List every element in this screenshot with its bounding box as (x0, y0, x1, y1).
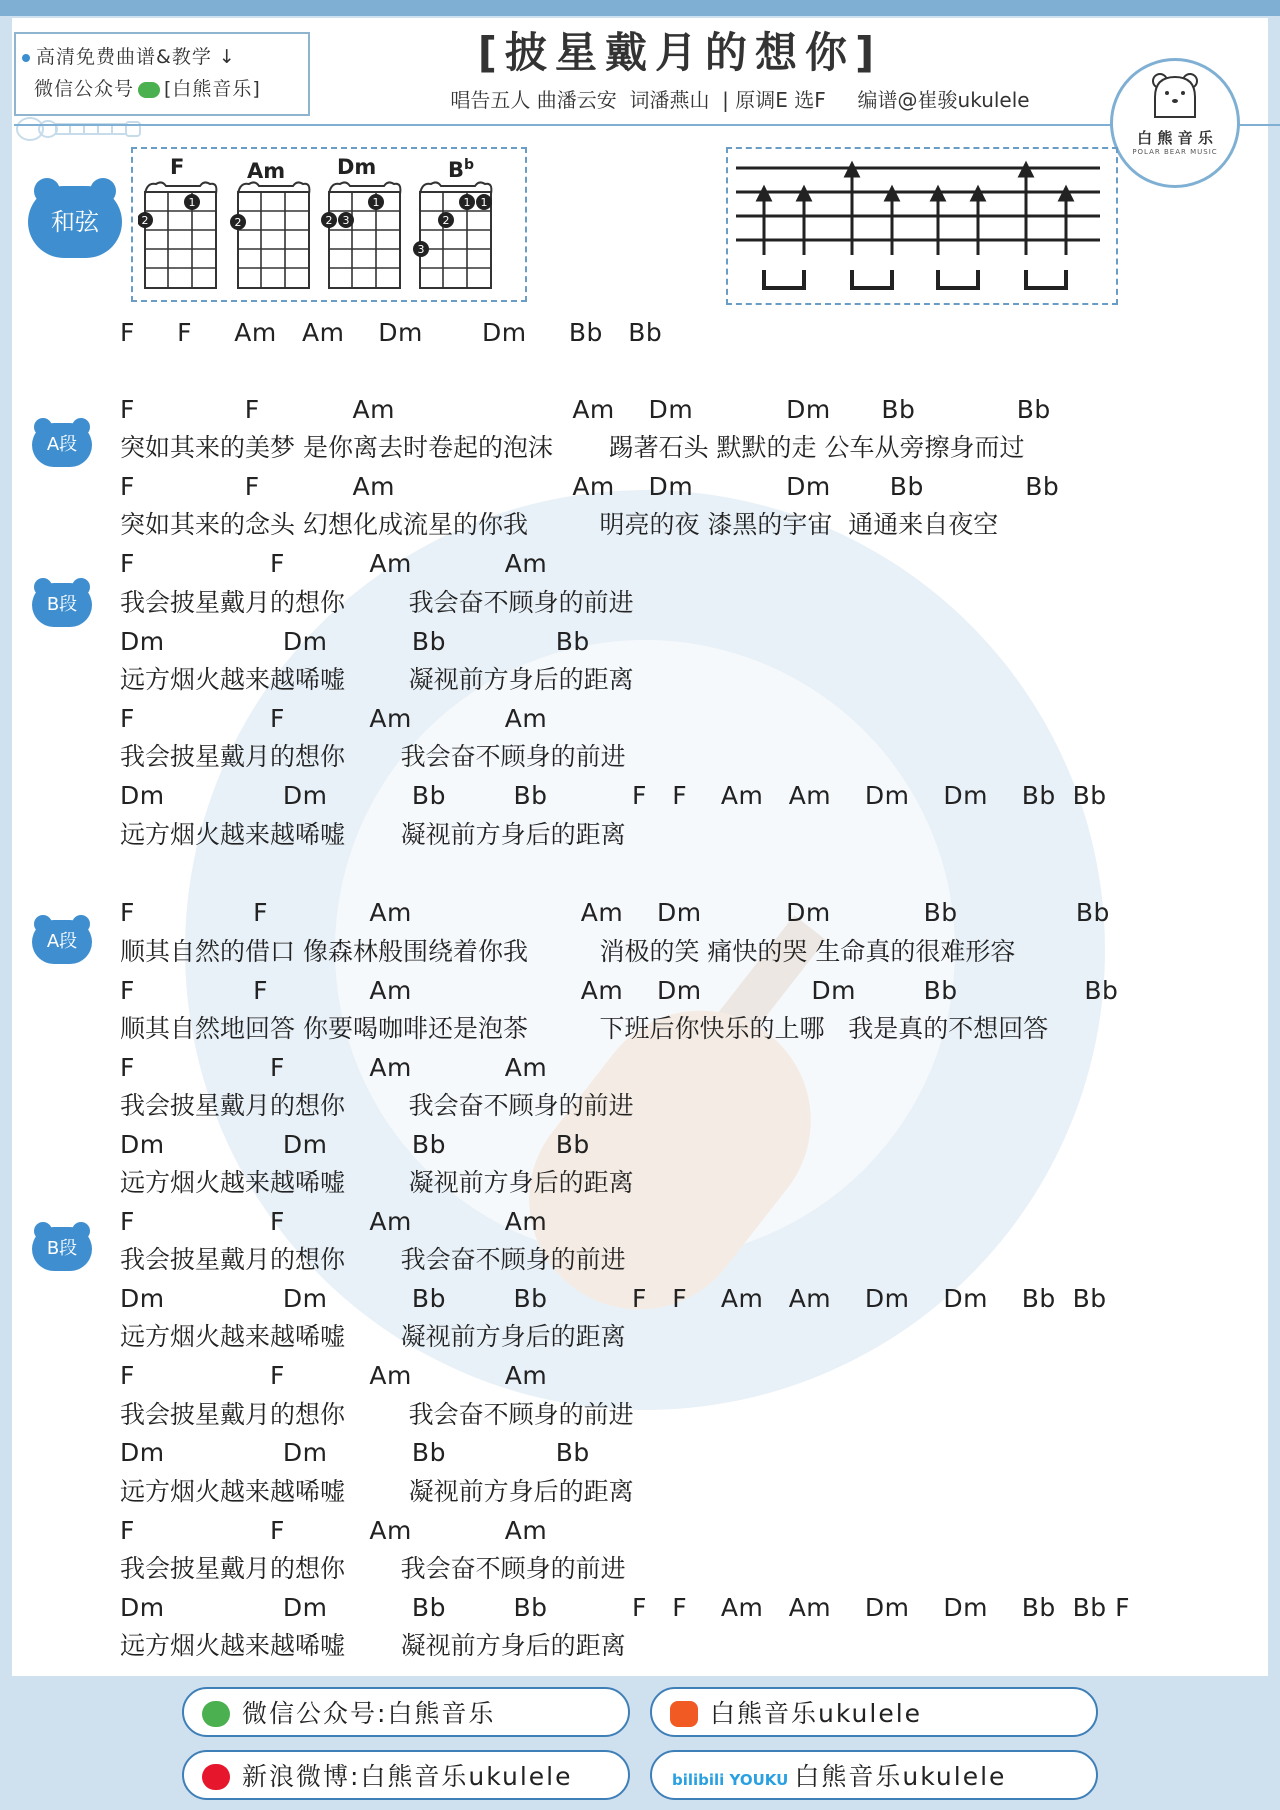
lyric-line: 我会披星戴月的想你 我会奋不顾身的前进 (120, 588, 634, 617)
chord-line: F F Am Am (120, 1516, 548, 1545)
lyric-line: 顺其自然的借口 像森林般围绕着你我 消极的笑 痛快的哭 生命真的很难形容 (120, 937, 1016, 966)
promo-wechat-label: 微信公众号 (34, 78, 135, 100)
chord-name-bb-root: B (448, 158, 465, 182)
svg-text:2: 2 (234, 216, 242, 229)
lyric-line: 我会披星戴月的想你 我会奋不顾身的前进 (120, 1245, 626, 1274)
promo-line-1 (22, 42, 236, 69)
lyric-line: 我会披星戴月的想你 我会奋不顾身的前进 (120, 1400, 634, 1429)
svg-text:1: 1 (372, 196, 380, 209)
lyric-line: 远方烟火越来越唏嘘 凝视前方身后的距离 (120, 665, 634, 694)
chord-name-am: Am (247, 159, 286, 183)
chord-line: F F Am Am Dm Dm Bb Bb (120, 472, 1060, 501)
wechat-icon (138, 82, 160, 98)
lyric-line: 顺其自然地回答 你要喝咖啡还是泡茶 下班后你快乐的上哪 我是真的不想回答 (120, 1014, 1049, 1043)
svg-text:2: 2 (325, 214, 333, 227)
bullet-icon (22, 54, 30, 62)
top-bar (0, 0, 1280, 16)
section-a-label-1: A段 (32, 423, 92, 467)
lyric-line: 远方烟火越来越唏嘘 凝视前方身后的距离 (120, 1168, 634, 1197)
svg-text:1: 1 (463, 196, 471, 209)
footer-wechat (182, 1687, 630, 1737)
taobao-icon (670, 1701, 698, 1727)
footer-taobao-text: 白熊音乐ukulele (710, 1699, 923, 1728)
polar-bear-logo (1110, 58, 1240, 188)
svg-text:1: 1 (480, 196, 488, 209)
logo-text-cn: 白 熊 音 乐 (1137, 129, 1213, 147)
footer-video (650, 1750, 1098, 1800)
svg-text:1: 1 (188, 196, 196, 209)
video-brands: bilibili YOUKU (672, 1771, 789, 1789)
chord-line: Dm Dm Bb Bb (120, 627, 590, 656)
polar-bear-icon (1149, 71, 1201, 121)
lyric-line: 我会披星戴月的想你 我会奋不顾身的前进 (120, 1091, 634, 1120)
chord-diagram-am (230, 182, 309, 288)
chord-fretboards (138, 178, 518, 296)
chord-line: F F Am Am Dm Dm Bb Bb (120, 976, 1119, 1005)
promo-text-1: 高清免费曲谱&教学 ↓ (36, 46, 236, 68)
logo-text-en: POLAR BEAR MUSIC (1132, 148, 1218, 156)
ukulele-decoration-icon (14, 116, 144, 142)
footer-taobao (650, 1687, 1098, 1737)
footer-video-text: 白熊音乐ukulele (794, 1762, 1007, 1791)
weibo-icon (202, 1764, 230, 1790)
song-title: [披星戴月的想你] (477, 28, 883, 77)
chord-name-dm: Dm (337, 155, 377, 179)
chord-line: F F Am Am (120, 1361, 548, 1390)
chord-line: F F Am Am (120, 704, 548, 733)
chords-label: 和弦 (28, 186, 122, 258)
lyric-line: 我会披星戴月的想你 我会奋不顾身的前进 (120, 742, 626, 771)
chord-line: F F Am Am (120, 1053, 548, 1082)
lyric-line: 突如其来的美梦 是你离去时卷起的泡沫 踢著石头 默默的走 公车从旁擦身而过 (120, 433, 1025, 462)
strum-pattern (734, 160, 1104, 295)
wechat-icon (202, 1701, 230, 1727)
chord-line: F F Am Am Dm Dm Bb Bb (120, 395, 1051, 424)
chord-diagram-f (138, 182, 216, 288)
footer-wechat-text: 微信公众号:白熊音乐 (242, 1699, 496, 1728)
chord-line: Dm Dm Bb Bb (120, 1438, 590, 1467)
lyric-line: 突如其来的念头 幻想化成流星的你我 明亮的夜 漆黑的宇宙 通通来自夜空 (120, 510, 999, 539)
chord-diagram-bb (413, 182, 492, 288)
lyric-line: 远方烟火越来越唏嘘 凝视前方身后的距离 (120, 820, 626, 849)
lyric-line: 远方烟火越来越唏嘘 凝视前方身后的距离 (120, 1631, 626, 1660)
lyric-line: 我会披星戴月的想你 我会奋不顾身的前进 (120, 1554, 626, 1583)
chord-line: F F Am Am (120, 549, 548, 578)
intro-chords: F F Am Am Dm Dm Bb Bb (120, 318, 663, 347)
lyric-line: 远方烟火越来越唏嘘 凝视前方身后的距离 (120, 1322, 626, 1351)
promo-account-name: [白熊音乐] (164, 78, 261, 100)
chord-line: Dm Dm Bb Bb F F Am Am Dm Dm Bb Bb F (120, 1593, 1130, 1622)
chord-line: F F Am Am (120, 1207, 548, 1236)
svg-text:3: 3 (417, 243, 425, 256)
footer-weibo (182, 1750, 630, 1800)
svg-text:2: 2 (141, 214, 149, 227)
header-divider (14, 124, 1280, 126)
chord-line: Dm Dm Bb Bb F F Am Am Dm Dm Bb Bb (120, 1284, 1107, 1313)
section-b-label-2: B段 (32, 1227, 92, 1271)
svg-text:3: 3 (342, 214, 350, 227)
footer-weibo-text: 新浪微博:白熊音乐ukulele (242, 1762, 573, 1791)
chord-diagram-dm (321, 182, 400, 288)
chord-line: Dm Dm Bb Bb F F Am Am Dm Dm Bb Bb (120, 781, 1107, 810)
promo-line-2 (34, 74, 261, 101)
section-a-label-2: A段 (32, 920, 92, 964)
chord-line: F F Am Am Dm Dm Bb Bb (120, 898, 1110, 927)
chord-name-bb-flat: b (464, 157, 475, 173)
song-credits: 唱告五人 曲潘云安 词潘燕山 | 原调E 选F 编谱@崔骏ukulele (450, 88, 1030, 112)
section-b-label-1: B段 (32, 583, 92, 627)
chord-name-f: F (170, 155, 185, 179)
chord-line: Dm Dm Bb Bb (120, 1130, 590, 1159)
lyric-line: 远方烟火越来越唏嘘 凝视前方身后的距离 (120, 1477, 634, 1506)
svg-text:2: 2 (442, 214, 450, 227)
